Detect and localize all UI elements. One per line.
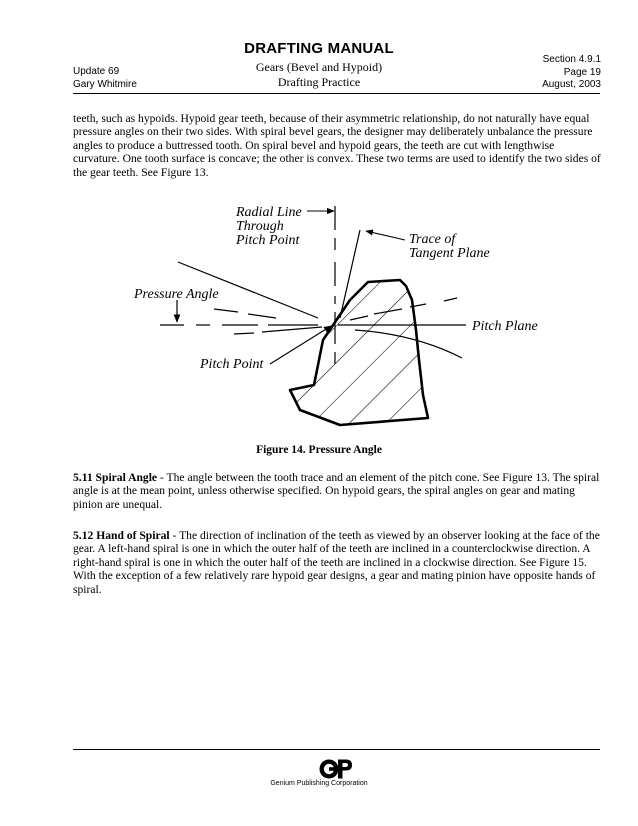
label-pitch-point-top: Pitch Point bbox=[236, 233, 300, 248]
genium-logo bbox=[318, 758, 354, 780]
chapter-subtitle: Drafting Practice bbox=[277, 75, 361, 89]
left-ray-lower-dash bbox=[234, 333, 254, 334]
header-left-block bbox=[73, 66, 137, 91]
update-number: Update 69 bbox=[73, 66, 120, 77]
upper-ray-dash-4 bbox=[444, 298, 457, 301]
footer-rule bbox=[73, 749, 600, 750]
section-number: Section 4.9.1 bbox=[542, 54, 601, 65]
label-pressure-angle: Pressure Angle bbox=[134, 287, 219, 302]
header-rule bbox=[73, 93, 600, 94]
page-number: Page 19 bbox=[563, 66, 601, 78]
left-ray-dash-1 bbox=[248, 314, 276, 318]
pressure-angle-figure bbox=[0, 190, 638, 440]
section-5-11-paragraph bbox=[73, 471, 603, 511]
left-ray-lower bbox=[262, 327, 322, 332]
left-ray-dash-2 bbox=[214, 309, 238, 312]
label-trace-of: Trace of bbox=[409, 232, 456, 247]
label-radial-line: Radial Line bbox=[236, 205, 302, 220]
section-5-12-text: - The direction of inclination of the teeth as viewed by an observer looking at the face of the gear. A left-hand spiral is one in which the outer half of the teeth are inclined in a counterclockwise direction. A right-hand spiral is one in which the outer half of the teeth are inclined in a clockwise direction. See Figure 15. With the exception of a few relatively rare hypoid gear designs, a gear and mating pinion have opposite hands of spiral. bbox=[73, 529, 600, 596]
section-5-11-heading: 5.11 Spiral Angle bbox=[73, 471, 158, 484]
label-through: Through bbox=[236, 219, 284, 234]
manual-title: DRAFTING MANUAL bbox=[244, 40, 394, 57]
chapter-title: Gears (Bevel and Hypoid) bbox=[255, 60, 383, 74]
section-5-11-text: - The angle between the tooth trace and an element of the pitch cone. See Figure 13. The spiral angle is at the mean point, unless otherwise specified. On hypoid gears, the spiral angles on gear and mating pinion are unequal. bbox=[73, 471, 600, 511]
figure-caption: Figure 14. Pressure Angle bbox=[256, 444, 382, 456]
gear-tooth-section bbox=[290, 280, 428, 425]
label-pitch-point: Pitch Point bbox=[200, 357, 264, 372]
section-5-12-heading: 5.12 Hand of Spiral bbox=[73, 529, 170, 542]
header-right-block bbox=[542, 54, 601, 92]
label-pitch-plane: Pitch Plane bbox=[472, 319, 538, 334]
section-5-12-paragraph bbox=[73, 529, 603, 596]
publisher-name: Genium Publishing Corporation bbox=[270, 780, 368, 787]
author-name: Gary Whitmire bbox=[73, 78, 137, 90]
publication-date: August, 2003 bbox=[542, 79, 601, 90]
intro-paragraph: teeth, such as hypoids. Hypoid gear teeth, because of their asymmetric relationship, do not naturally have equal pressure angles on their two sides. With spiral bevel gears, the designer may deliberately unbalance the pressure angles to produce a buttressed tooth. On spiral bevel and hypoid gears, the teeth are cut with lengthwise curvature. One tooth surface is concave; the other is convex. These two terms are used to identify the two sides of the gear teeth. See Figure 13. bbox=[73, 112, 601, 179]
trace-leader bbox=[366, 231, 405, 240]
label-tangent-plane: Tangent Plane bbox=[409, 246, 490, 261]
